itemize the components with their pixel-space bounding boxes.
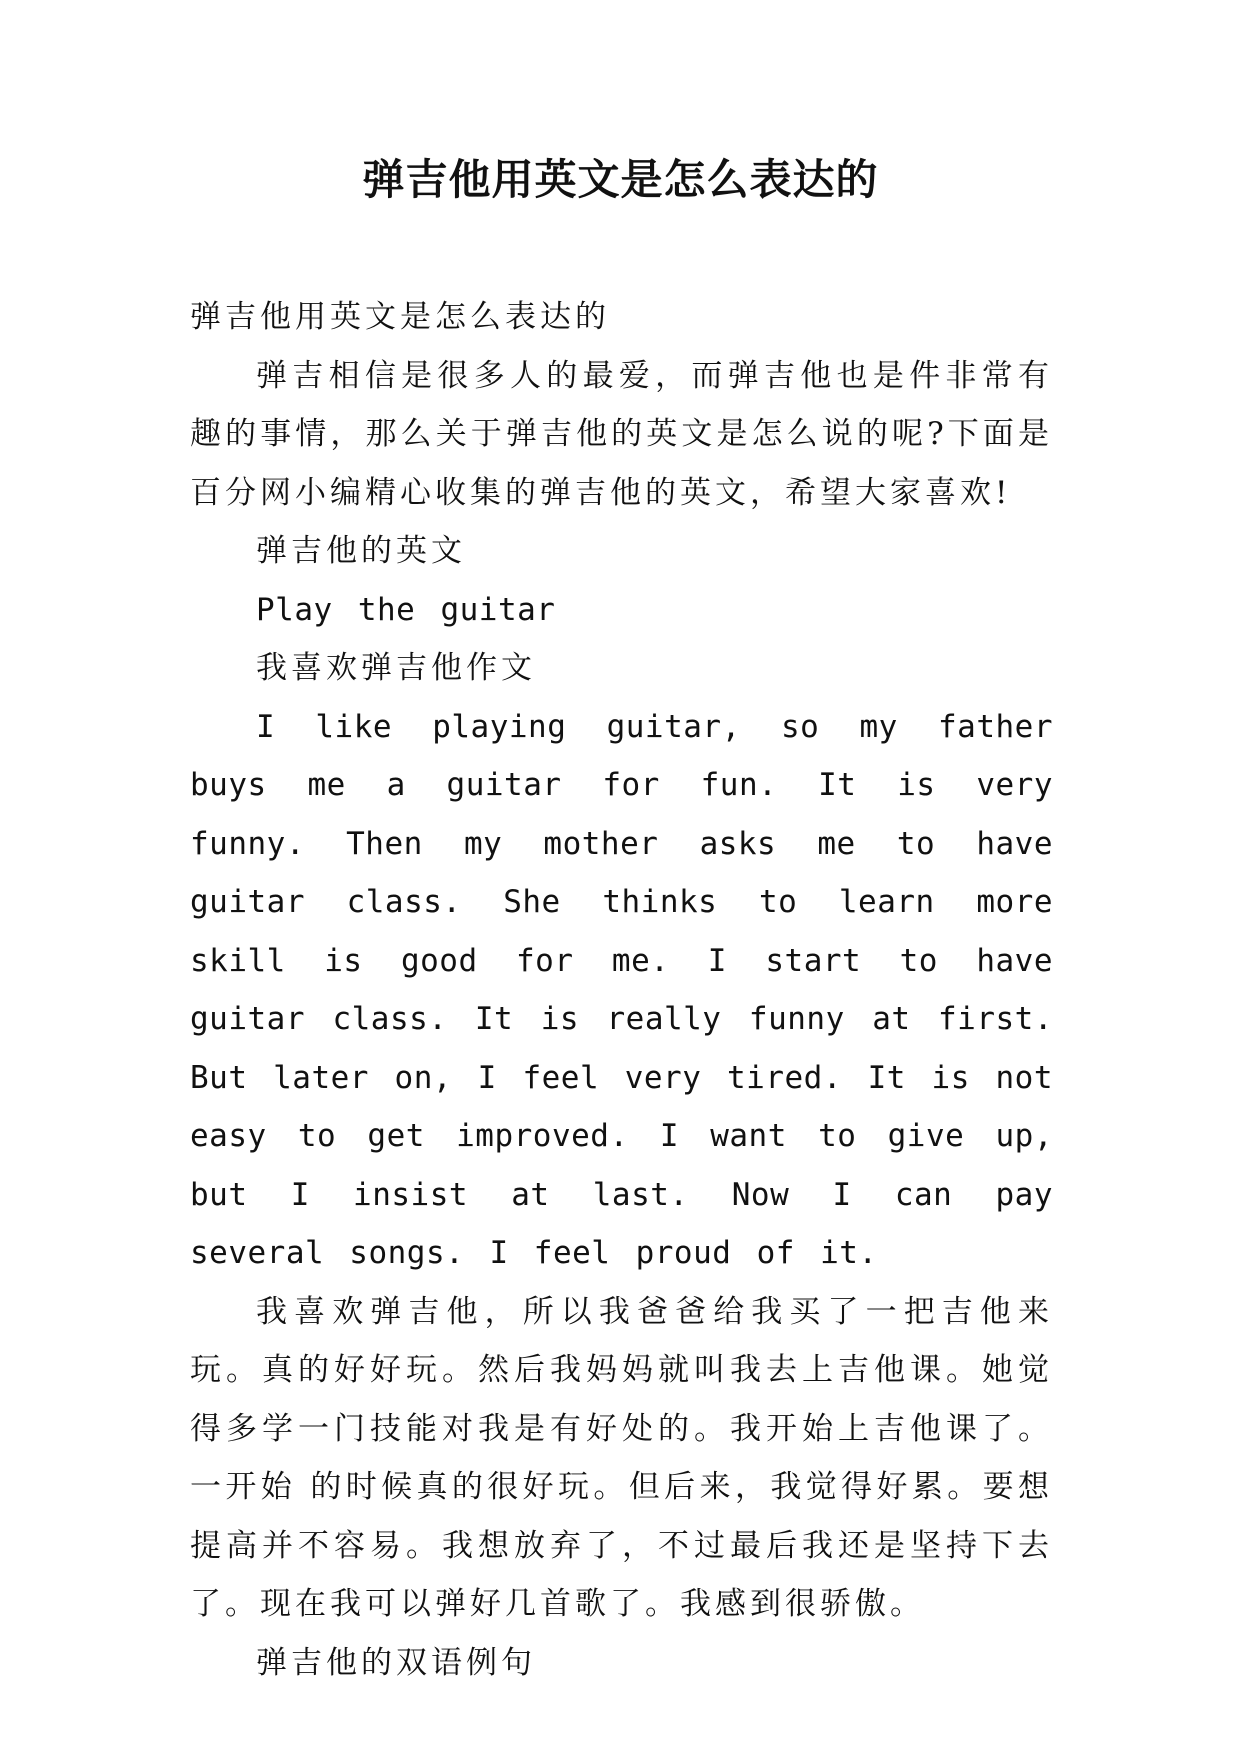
paragraph-heading-english: 弹吉他的英文 xyxy=(256,533,466,569)
paragraph-intro: 弹吉相信是很多人的最爱，而弹吉他也是件非常有趣的事情，那么关于弹吉他的英文是怎么说的呢?下面是百分网小编精心收集的弹吉他的英文，希望大家喜欢! xyxy=(190,357,1053,511)
paragraph-essay-heading: 我喜欢弹吉他作文 xyxy=(256,650,536,686)
paragraph-examples-heading: 弹吉他的双语例句 xyxy=(256,1644,536,1681)
document-body xyxy=(190,288,1053,1692)
paragraph-subtitle: 弹吉他用英文是怎么表达的 xyxy=(190,299,610,335)
paragraph-english-essay: I like playing guitar, so my father buys me a guitar for fun. It is very funny. Then my mother asks me to have guitar class. She thinks to learn more skill is good for me. I start to have guitar class. It is really funny at first. But later on, I feel very tired. It is not easy to get improved. I want to give up, but I insist at last. Now I can pay several songs. I feel proud of it. xyxy=(190,708,1053,1271)
document-title: 弹吉他用英文是怎么表达的 xyxy=(362,155,879,204)
paragraph-chinese-essay: 我喜欢弹吉他，所以我爸爸给我买了一把吉他来玩。真的好好玩。然后我妈妈就叫我去上吉他课。她觉得多学一门技能对我是有好处的。我开始上吉他课了。一开始 的时候真的很好玩。但后来，我觉得好累。要想提高并不容易。我想放弃了，不过最后我还是坚持下去了。现在我可以弹好几首歌了。我感到很骄傲。 xyxy=(190,1293,1053,1622)
paragraph-english-phrase: Play the guitar xyxy=(256,591,556,628)
